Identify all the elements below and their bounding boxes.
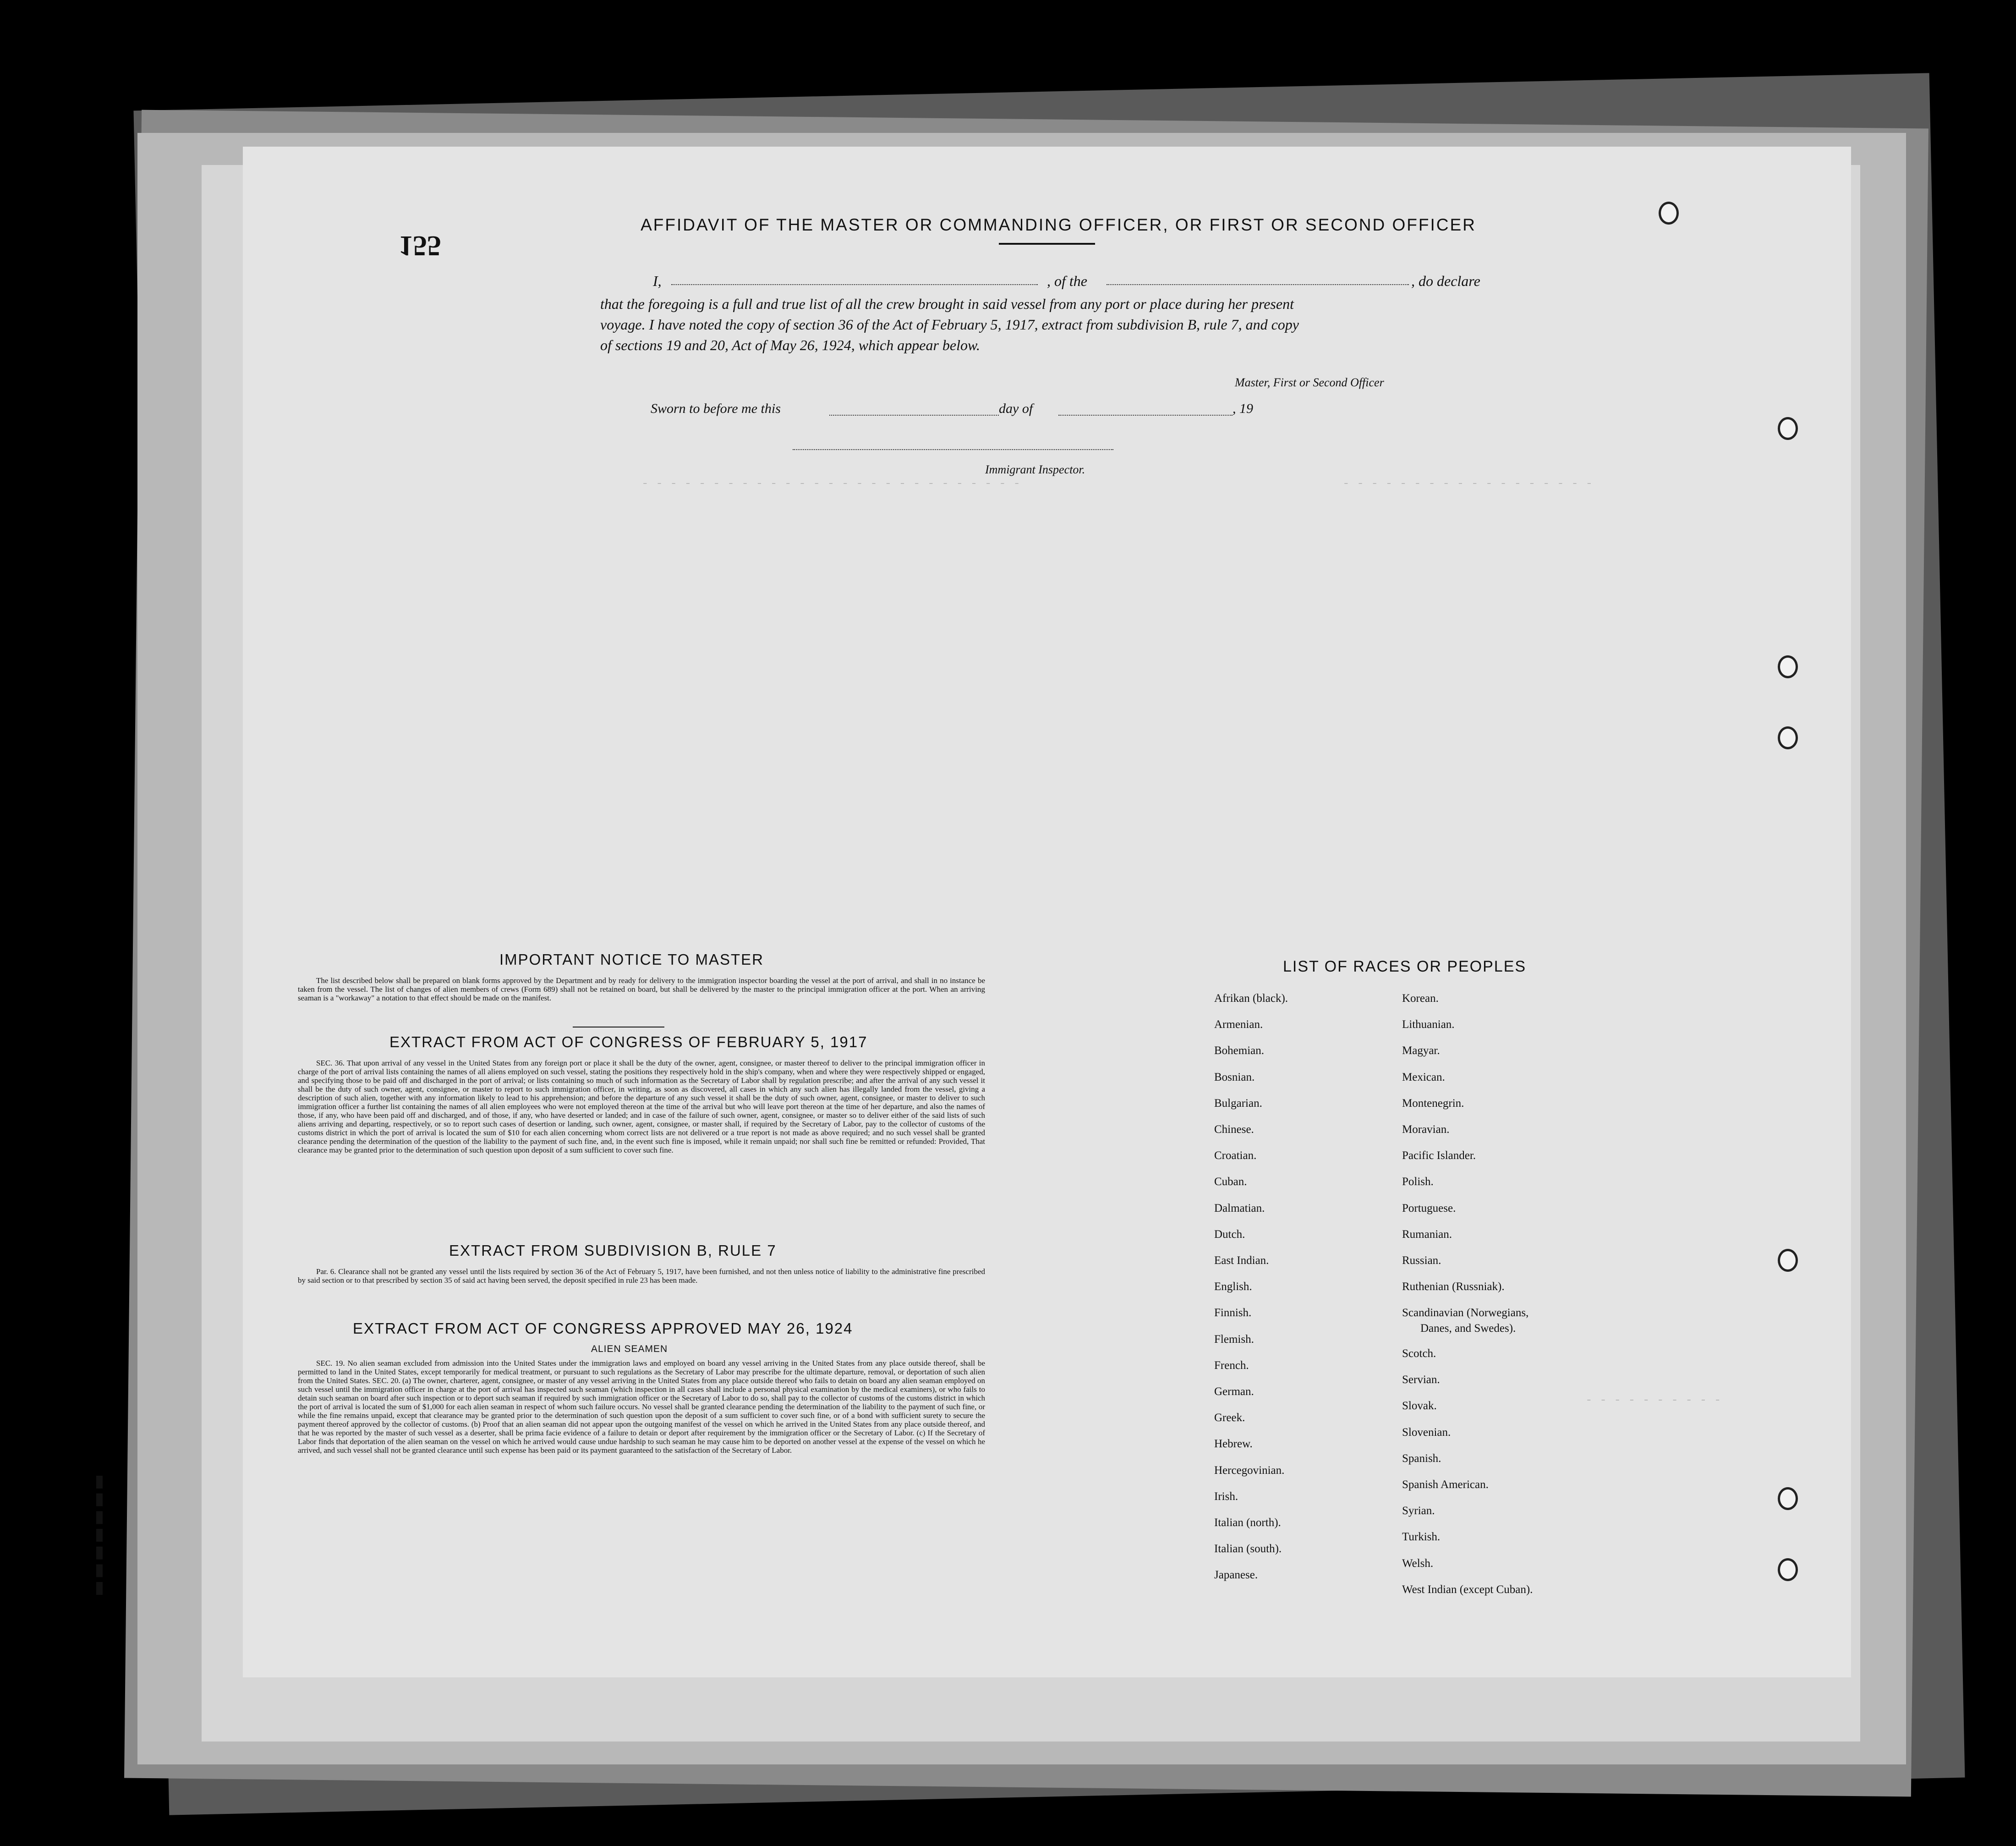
race-item: Magyar. [1402, 1044, 1440, 1057]
race-item: Japanese. [1214, 1569, 1258, 1582]
extract-1924-subtitle: ALIEN SEAMEN [591, 1344, 668, 1354]
race-item: Lithuanian. [1402, 1018, 1455, 1031]
race-item: Flemish. [1214, 1333, 1254, 1346]
punch-hole [1778, 417, 1798, 440]
month-blank [1058, 415, 1233, 416]
race-item: Mexican. [1402, 1071, 1445, 1083]
affidavit-title: AFFIDAVIT OF THE MASTER OR COMMANDING OFFICER, OR FIRST OR SECOND OFFICER [641, 215, 1476, 234]
race-item: Afrikan (black). [1214, 992, 1288, 1005]
race-item: Hercegovinian. [1214, 1464, 1285, 1477]
race-item: Polish. [1402, 1176, 1434, 1188]
races-title: LIST OF RACES OR PEOPLES [1283, 958, 1527, 975]
race-item: Italian (north). [1214, 1516, 1281, 1529]
race-item: Bohemian. [1214, 1044, 1265, 1057]
race-item: Italian (south). [1214, 1543, 1282, 1555]
inspector-blank [793, 449, 1113, 450]
race-item: Russian. [1402, 1254, 1441, 1267]
extract-1917-body: SEC. 36. That upon arrival of any vessel in the United States from any foreign port or place it shall be the duty of the owner, agent, consignee, or master thereof to deliver to the principal immigration officer in charge of the port of arrival lists containing the names of all aliens employed on such vessel, stating the positions they respectively hold in the ship's company, when and where they were respectively shipped or engaged, and specifying those to be paid off and discharged in the port of arrival; or lists containing so much of such information as the Secretary of Labor shall by regulation prescribe; and after the arrival of any such vessel it shall be the duty of such owner, agent, consignee, or master to report to such immigration officer, in writing, as soon as discovered, all cases in which any such alien has illegally landed from the vessel, giving a description of such alien, together with any information likely to lead to his apprehension; and before the departure of any such vessel it shall be the duty of such owner, agent, consignee, or master to deliver to such immigration officer a further list containing the names of all alien employees who were not employed thereon at the time of the arrival but who will leave port thereon at the time of her departure, and also the names of those, if any, who have been paid off and discharged, and of those, if any, who have deserted or landed; and in case of the failure of such owner, agent, consignee, or master so to deliver either of the said lists of such aliens arriving and departing, respectively, or so to report such cases of desertion or landing, such owner, agent, consignee, or master shall, if required by the Secretary of Labor, pay to the collector of customs of the customs district in which the port of arrival is located the sum of $10 for each alien concerning whom correct lists are not delivered or a true report is not made as above required; and no such vessel shall be granted clearance pending the determination of the question of the liability to the payment of such fine, and, in the event such fine is imposed, while it remain unpaid; nor shall such fine be remitted or refunded: Provided, That clearance may be granted prior to the determination of such question upon deposit of a sum sufficient to cover such fine. [298, 1059, 985, 1154]
extract-1924-body: SEC. 19. No alien seaman excluded from admission into the United States under the immigration laws and employed on board any vessel arriving in the United States from any place outside thereof, shall be permitted to land in the United States, except temporarily for medical treatment, or pursuant to such regulations as the Secretary of Labor may prescribe for the ultimate departure, removal, or deportation of such alien from the United States. SEC. 20. (a) The owner, charterer, agent, consignee, or master of any vessel arriving in the United States from any place outside thereof who fails to detain on board any alien seaman employed on such vessel until the immigration officer in charge at the port of arrival has inspected such seaman (which inspection in all cases shall include a personal physical examination by the medical examiners), or who fails to detain such seaman on board after such inspection or to deport such seaman if required by such immigration officer or the Secretary of Labor to do so, shall pay to the collector of customs of the customs district in which the port of arrival is located the sum of $1,000 for each alien seaman in respect of whom such failure occurs. No vessel shall be granted clearance pending the determination of the liability to the payment of such fine, or while the fine remains unpaid, except that clearance may be granted prior to the determination of such question upon the deposit of a sum sufficient to cover such fine, or of a bond with sufficient surety to secure the payment thereof approved by the collector of customs. (b) Proof that an alien seaman did not appear upon the outgoing manifest of the vessel on which he arrived in the United States from any place outside thereof, and that he was reported by the master of such vessel as a deserter, shall be prima facie evidence of a failure to detain or deport after requirement by the immigration officer or the Secretary of Labor. (c) If the Secretary of Labor finds that deportation of the alien seaman on the vessel on which he arrived would cause undue hardship to such seaman he may cause him to be deported on another vessel at the expense of the vessel on which he arrived, and such vessel shall not be granted clearance until such expense has been paid or its payment guaranteed to the satisfaction of the Secretary of Labor. [298, 1359, 985, 1455]
race-item: Irish. [1214, 1490, 1238, 1503]
race-item: Bulgarian. [1214, 1097, 1262, 1110]
notice-body: The list described below shall be prepared on blank forms approved by the Department and by ready for delivery to the immigration inspector boarding the vessel at the port of arrival, and shall in no instance be taken from the vessel. The list of changes of alien members of crews (Form 689) shall not be retained on board, but shall be delivered by the master to the principal immigration officer at the port. When an arriving seaman is a "workaway" a notation to that effect should be made on the manifest. [298, 976, 985, 1002]
race-item: Finnish. [1214, 1307, 1252, 1319]
title-rule [999, 243, 1095, 245]
bleed-through-text: - - - - - - - - - - - - - - - - - - [1342, 477, 1593, 490]
day-of-label: day of [999, 401, 1033, 416]
affidavit-line-4: of sections 19 and 20, Act of May 26, 1924, which appear below. [600, 337, 980, 353]
race-item: Slovenian. [1402, 1426, 1451, 1439]
race-item: West Indian (except Cuban). [1402, 1583, 1533, 1596]
race-item: Syrian. [1402, 1505, 1435, 1517]
punch-hole [1778, 726, 1798, 749]
name-blank [671, 284, 1038, 285]
bleed-through-text: - - - - - - - - - - [1585, 1393, 1721, 1407]
bleed-through-text: - - - - - - - - - - - - - - - - - - - - - - - - - - - [641, 477, 1020, 490]
race-item: Welsh. [1402, 1557, 1434, 1570]
page-number: 155 [399, 230, 441, 261]
race-item: Ruthenian (Russniak). [1402, 1280, 1505, 1293]
year-label: , 19 [1233, 401, 1253, 416]
race-item: Servian. [1402, 1374, 1440, 1386]
inspector-label: Immigrant Inspector. [985, 463, 1085, 476]
extract-1917-title: EXTRACT FROM ACT OF CONGRESS OF FEBRUARY 5, 1917 [389, 1033, 868, 1050]
race-item: East Indian. [1214, 1254, 1269, 1267]
punch-hole [1778, 655, 1798, 678]
race-item: French. [1214, 1359, 1249, 1372]
race-item: Portuguese. [1402, 1202, 1456, 1214]
race-item: Spanish. [1402, 1452, 1441, 1465]
document-page [243, 147, 1851, 1677]
race-item: Dutch. [1214, 1228, 1245, 1241]
race-item: Croatian. [1214, 1149, 1257, 1162]
race-item: Korean. [1402, 992, 1439, 1005]
affidavit-line-2: that the foregoing is a full and true list of all the crew brought in said vessel from any port or place during her present [600, 296, 1294, 312]
punch-hole [1778, 1249, 1798, 1272]
affidavit-line-3: voyage. I have noted the copy of section 36 of the Act of February 5, 1917, extract from subdivision B, rule 7, and copy [600, 316, 1299, 333]
race-item: Scotch. [1402, 1347, 1436, 1360]
race-item: Cuban. [1214, 1176, 1247, 1188]
race-item: Armenian. [1214, 1018, 1263, 1031]
affidavit-declare: , do declare [1411, 273, 1480, 289]
race-item: Dalmatian. [1214, 1202, 1265, 1214]
race-item: Hebrew. [1214, 1438, 1253, 1450]
race-item: Greek. [1214, 1412, 1245, 1424]
rule7-body: Par. 6. Clearance shall not be granted any vessel until the lists required by section 36 of the Act of February 5, 1917, have been furnished, and not then unless notice of liability to the administrative fine prescribed by said section or to that prescribed by section 35 of said act having been served, the deposit specified in rule 23 has been made. [298, 1267, 985, 1285]
master-label: Master, First or Second Officer [1235, 376, 1384, 389]
race-item: Slovak. [1402, 1400, 1437, 1412]
race-item: Chinese. [1214, 1123, 1254, 1136]
affidavit-of-the: , of the [1047, 273, 1087, 289]
race-item: German. [1214, 1385, 1254, 1398]
sworn-label: Sworn to before me this [651, 401, 781, 416]
extract-1924-title: EXTRACT FROM ACT OF CONGRESS APPROVED MAY 26, 1924 [353, 1320, 853, 1337]
race-item: Turkish. [1402, 1531, 1441, 1544]
race-item: Scandinavian (Norwegians, [1402, 1307, 1529, 1319]
notary-seal-edge [96, 1476, 144, 1595]
race-item: English. [1214, 1280, 1252, 1293]
race-item: Danes, and Swedes). [1420, 1322, 1516, 1335]
affidavit-i: I, [653, 273, 662, 289]
race-item: Rumanian. [1402, 1228, 1452, 1241]
race-item: Bosnian. [1214, 1071, 1255, 1083]
race-item: Spanish American. [1402, 1478, 1489, 1491]
notice-title: IMPORTANT NOTICE TO MASTER [499, 951, 764, 968]
race-item: Montenegrin. [1402, 1097, 1464, 1110]
race-item: Moravian. [1402, 1123, 1450, 1136]
day-blank [829, 415, 999, 416]
rule7-title: EXTRACT FROM SUBDIVISION B, RULE 7 [449, 1242, 777, 1259]
vessel-blank [1107, 284, 1409, 285]
punch-hole [1659, 202, 1679, 225]
race-item: Pacific Islander. [1402, 1149, 1476, 1162]
punch-hole [1778, 1487, 1798, 1510]
punch-hole [1778, 1558, 1798, 1581]
